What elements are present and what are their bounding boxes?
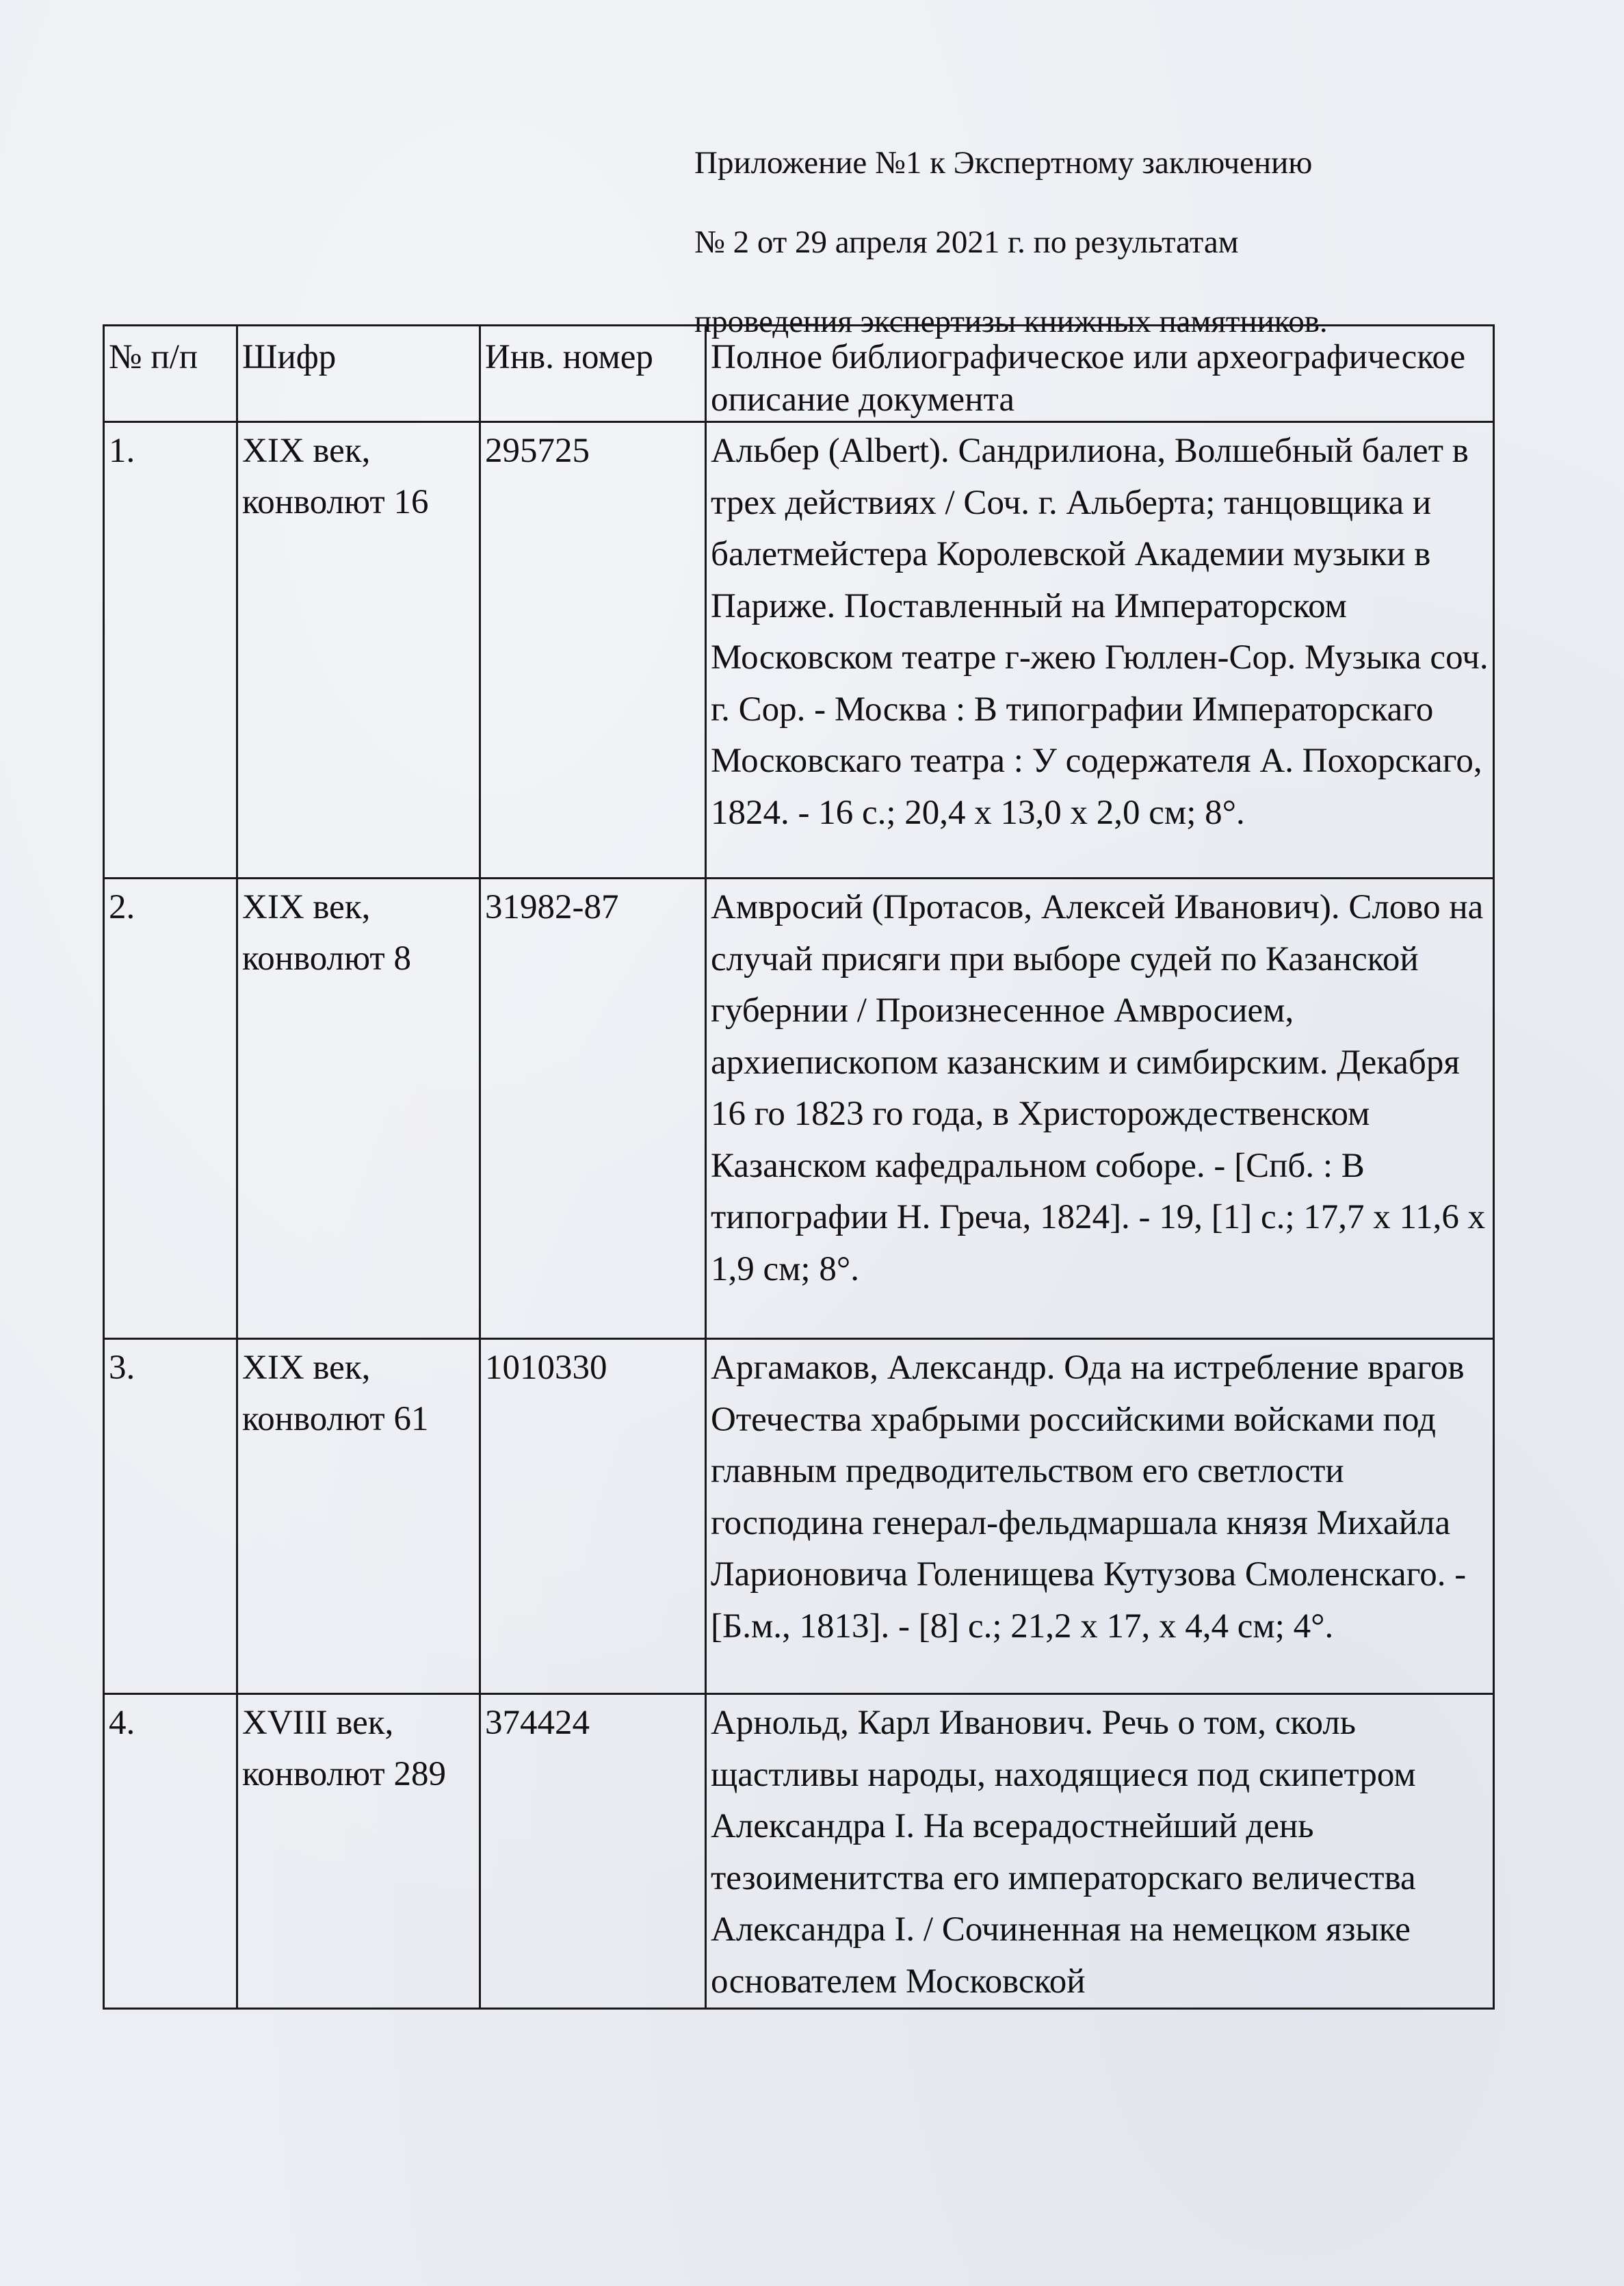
header-inv: Инв. номер bbox=[480, 326, 706, 422]
table-row bbox=[104, 1339, 1494, 1694]
row-desc: Арнольд, Карл Иванович. Речь о том, сколь щастливы народы, находящиеся под скипетром Александра I. На всерадостнейший день тезоименитства его императорскаго величества Александра I. / Сочиненная на немецком языке основателем Московской bbox=[706, 1694, 1494, 2009]
row-desc: Аргамаков, Александр. Ода на истребление врагов Отечества храбрыми российскими войсками под главным предводительством его светлости господина генерал-фельдмаршала князя Михайла Ларионовича Голенищева Кутузова Смоленскаго. - [Б.м., 1813]. - [8] с.; 21,2 х 17, х 4,4 см; 4°. bbox=[706, 1339, 1494, 1694]
heading-line-3: проведения экспертизы книжных памятников. bbox=[694, 304, 1328, 339]
header-num: № п/п bbox=[104, 326, 237, 422]
row-cipher: XVIII век, конволют 289 bbox=[237, 1694, 480, 2009]
row-desc: Амвросий (Протасов, Алексей Иванович). Слово на случай присяги при выборе судей по Казанской губернии / Произнесенное Амвросием, архиепископом казанским и симбирским. Декабря 16 го 1823 го года, в Христорождественском Казанском кафедральном соборе. - [Спб. : В типографии Н. Греча, 1824]. - 19, [1] с.; 17,7 х 11,6 х 1,9 см; 8°. bbox=[706, 879, 1494, 1339]
row-inv: 31982-87 bbox=[480, 879, 706, 1339]
row-cipher: XIX век, конволют 16 bbox=[237, 422, 480, 879]
row-num: 2. bbox=[104, 879, 237, 1339]
heading-line-2: № 2 от 29 апреля 2021 г. по результатам bbox=[694, 224, 1239, 260]
table-row bbox=[104, 422, 1494, 879]
header-cipher: Шифр bbox=[237, 326, 480, 422]
row-num: 3. bbox=[104, 1339, 237, 1694]
table-row bbox=[104, 879, 1494, 1339]
row-inv: 374424 bbox=[480, 1694, 706, 2009]
row-inv: 1010330 bbox=[480, 1339, 706, 1694]
row-inv: 295725 bbox=[480, 422, 706, 879]
row-cipher: XIX век, конволют 8 bbox=[237, 879, 480, 1339]
row-cipher: XIX век, конволют 61 bbox=[237, 1339, 480, 1694]
row-desc: Альбер (Albert). Сандрилиона, Волшебный балет в трех действиях / Соч. г. Альберта; танцовщика и балетмейстера Королевской Академии музыки в Париже. Поставленный на Императорском Московском театре г-жею Гюллен-Сор. Музыка соч. г. Сор. - Москва : В типографии Императорскаго Московскаго театра : У содержателя А. Похорскаго, 1824. - 16 с.; 20,4 х 13,0 х 2,0 см; 8°. bbox=[706, 422, 1494, 879]
table-row bbox=[104, 1694, 1494, 2009]
row-num: 4. bbox=[104, 1694, 237, 2009]
table-header-row bbox=[104, 326, 1494, 422]
heading-line-1: Приложение №1 к Экспертному заключению bbox=[694, 145, 1313, 181]
records-table bbox=[103, 324, 1495, 2010]
header-desc: Полное библиографическое или археографическое описание документа bbox=[706, 326, 1494, 422]
row-num: 1. bbox=[104, 422, 237, 879]
